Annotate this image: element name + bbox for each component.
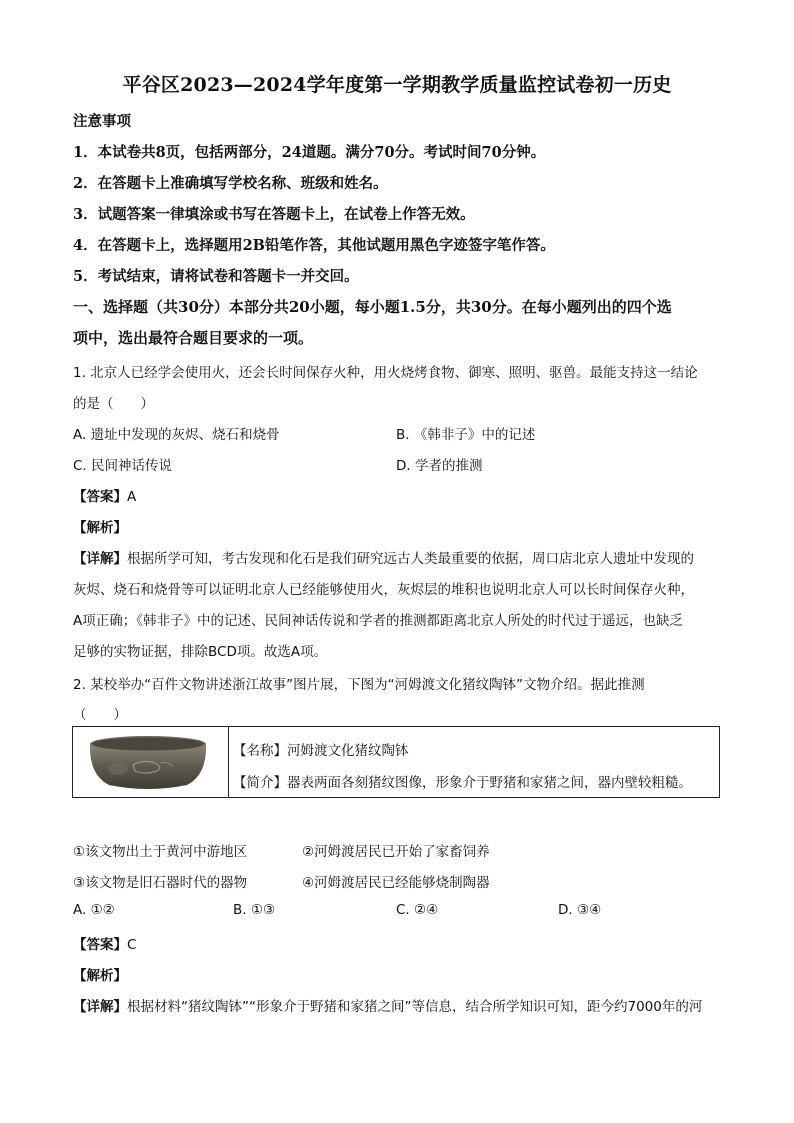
q2-statement-3: ③该文物是旧石器时代的器物 — [73, 875, 248, 891]
q1-detail-line-4: 足够的实物证据，排除BCD项。故选A项。 — [73, 644, 328, 660]
artifact-intro-row — [233, 771, 692, 791]
q1-detail-line-1 — [73, 547, 733, 567]
artifact-info-cell — [229, 727, 719, 797]
q1-analysis-tag — [73, 516, 733, 536]
q1-detail-line-2: 灰烬、烧石和烧骨等可以证明北京人已经能够使用火，灰烬层的堆积也说明北京人可以长时间保存火种， — [73, 582, 694, 598]
answer-tag: 【答案】 — [73, 489, 127, 505]
pottery-bowl-image — [73, 727, 228, 797]
analysis-tag: 【解析】 — [73, 520, 127, 536]
notice-item-1: 1．本试卷共8页，包括两部分，24道题。满分70分。考试时间70分钟。 — [73, 144, 546, 161]
detail-text: 根据所学可知，考古发现和化石是我们研究远古人类最重要的依据，周口店北京人遗址中发现的 — [127, 551, 694, 567]
q2-stem-line-1: 2. 某校举办“百件文物讲述浙江故事”图片展，下图为“河姆渡文化猪纹陶钵”文物介绍。据此推测 — [73, 677, 645, 693]
name-tag: 【名称】 — [233, 743, 287, 759]
answer-tag: 【答案】 — [73, 937, 127, 953]
q1-answer — [73, 485, 733, 505]
q1-option-b: B. 《韩非子》中的记述 — [396, 427, 536, 443]
q2-option-a: A. ①② — [73, 902, 115, 918]
artifact-image-cell — [73, 727, 229, 797]
notice-item-3: 3．试题答案一律填涂或书写在答题卡上，在试卷上作答无效。 — [73, 206, 475, 223]
notice-item-4: 4．在答题卡上，选择题用2B铅笔作答，其他试题用黑色字迹签字笔作答。 — [73, 237, 555, 254]
detail-tag: 【详解】 — [73, 551, 127, 567]
q1-stem-line-2: 的是（ ） — [73, 396, 154, 412]
q1-option-c: C. 民间神话传说 — [73, 458, 173, 474]
section-heading-line-2: 项中，选出最符合题目要求的一项。 — [73, 329, 314, 347]
q1-stem-line-1: 1. 北京人已经学会使用火，还会长时间保存火种，用火烧烤食物、御寒、照明、驱兽。最能支持这一结论 — [73, 365, 698, 381]
q2-statement-2: ②河姆渡居民已开始了家畜饲养 — [302, 844, 490, 860]
q2-option-c: C. ②④ — [396, 902, 439, 918]
answer-value: A — [127, 489, 137, 505]
q2-analysis-tag — [73, 964, 733, 984]
q2-option-b: B. ①③ — [233, 902, 276, 918]
artifact-name-row — [233, 739, 409, 759]
q1-detail-line-3: A项正确；《韩非子》中的记述、民间神话传说和学者的推测都距离北京人所处的时代过于遥远，也缺乏 — [73, 613, 683, 629]
detail-tag: 【详解】 — [73, 999, 127, 1015]
artifact-name: 河姆渡文化猪纹陶钵 — [287, 743, 409, 759]
q2-statement-1: ①该文物出土于黄河中游地区 — [73, 844, 248, 860]
q2-option-d: D. ③④ — [558, 902, 602, 918]
intro-tag: 【简介】 — [233, 775, 287, 791]
q2-answer — [73, 933, 733, 953]
q2-detail-line-1 — [73, 995, 733, 1015]
q2-statement-4: ④河姆渡居民已经能够烧制陶器 — [302, 875, 490, 891]
q1-option-d: D. 学者的推测 — [396, 458, 483, 474]
artifact-table — [72, 726, 720, 798]
q1-option-a: A. 遗址中发现的灰烬、烧石和烧骨 — [73, 427, 280, 443]
notice-heading: 注意事项 — [73, 113, 131, 130]
answer-value: C — [127, 937, 137, 953]
detail-text: 根据材料“猪纹陶钵”“形象介于野猪和家猪之间”等信息，结合所学知识可知，距今约7000年的河 — [127, 999, 703, 1015]
analysis-tag: 【解析】 — [73, 968, 127, 984]
notice-item-2: 2．在答题卡上准确填写学校名称、班级和姓名。 — [73, 175, 388, 192]
page-title: 平谷区2023—2024学年度第一学期教学质量监控试卷初一历史 — [122, 74, 672, 96]
artifact-intro: 器表两面各刻猪纹图像，形象介于野猪和家猪之间，器内壁较粗糙。 — [287, 775, 692, 791]
q2-stem-line-2: （ ） — [73, 707, 127, 723]
section-heading-line-1: 一、选择题（共30分）本部分共20小题，每小题1.5分，共30分。在每小题列出的四个选 — [73, 298, 672, 316]
notice-item-5: 5．考试结束，请将试卷和答题卡一并交回。 — [73, 268, 359, 285]
